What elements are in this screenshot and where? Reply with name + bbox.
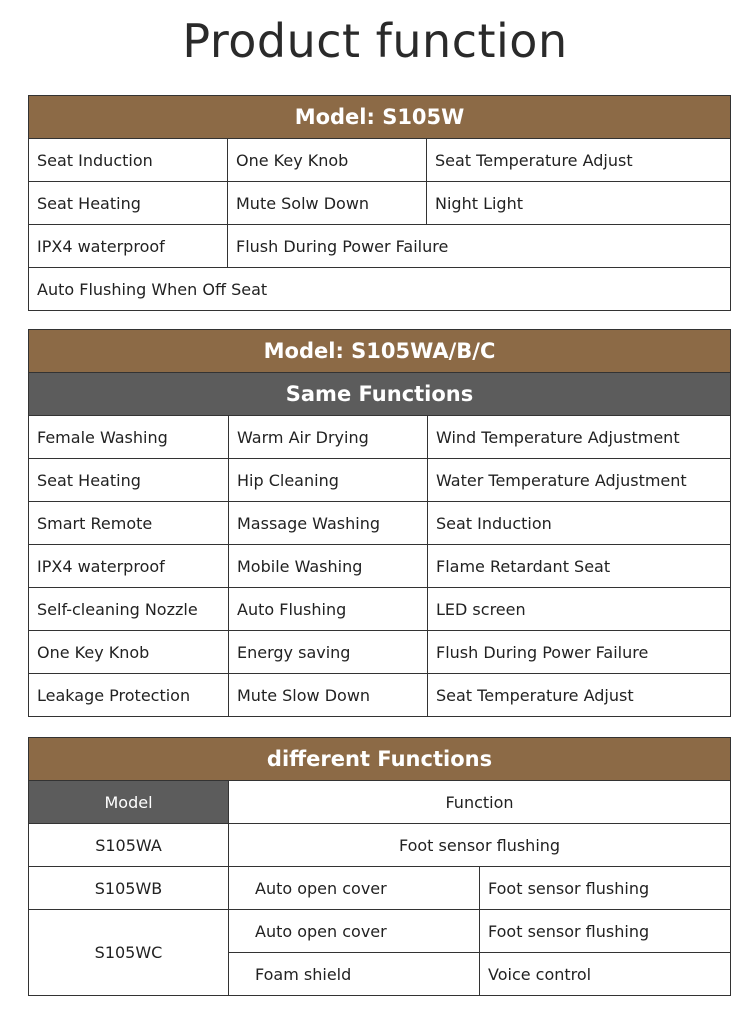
table-row bbox=[29, 459, 731, 502]
s105w-model-header: Model: S105W bbox=[29, 96, 731, 139]
function-cell: Auto open cover bbox=[229, 910, 480, 953]
table-row bbox=[29, 631, 731, 674]
feature-cell: Mobile Washing bbox=[229, 545, 428, 588]
function-cell: Auto open cover bbox=[229, 867, 480, 910]
function-cell: Voice control bbox=[480, 953, 731, 996]
feature-cell: Seat Temperature Adjust bbox=[428, 674, 731, 717]
page-title: Product function bbox=[182, 14, 568, 68]
feature-cell: IPX4 waterproof bbox=[29, 225, 228, 268]
feature-cell: Mute Slow Down bbox=[229, 674, 428, 717]
feature-cell: Smart Remote bbox=[29, 502, 229, 545]
model-cell: S105WA bbox=[29, 824, 229, 867]
feature-cell: One Key Knob bbox=[29, 631, 229, 674]
table-row bbox=[29, 674, 731, 717]
different-functions-table bbox=[28, 737, 731, 996]
feature-cell: Seat Temperature Adjust bbox=[427, 139, 731, 182]
table-row bbox=[29, 416, 731, 459]
feature-cell: Mute Solw Down bbox=[228, 182, 427, 225]
feature-cell: Warm Air Drying bbox=[229, 416, 428, 459]
model-cell: S105WB bbox=[29, 867, 229, 910]
table-row bbox=[29, 268, 731, 311]
s105wabc-model-header: Model: S105WA/B/C bbox=[29, 330, 731, 373]
table-row bbox=[29, 867, 731, 910]
feature-cell: Flush During Power Failure bbox=[428, 631, 731, 674]
table-header-row bbox=[29, 781, 731, 824]
table-row bbox=[29, 588, 731, 631]
model-cell: S105WC bbox=[29, 910, 229, 996]
feature-cell: Water Temperature Adjustment bbox=[428, 459, 731, 502]
function-cell: Foot sensor flushing bbox=[480, 910, 731, 953]
function-cell: Foot sensor flushing bbox=[480, 867, 731, 910]
feature-cell: Seat Induction bbox=[29, 139, 228, 182]
same-functions-header: Same Functions bbox=[29, 373, 731, 416]
table-row bbox=[29, 182, 731, 225]
function-cell: Foot sensor flushing bbox=[229, 824, 731, 867]
feature-cell: Seat Heating bbox=[29, 182, 228, 225]
function-column-header: Function bbox=[229, 781, 731, 824]
feature-cell: Massage Washing bbox=[229, 502, 428, 545]
feature-cell: Night Light bbox=[427, 182, 731, 225]
table-row bbox=[29, 139, 731, 182]
feature-cell: Wind Temperature Adjustment bbox=[428, 416, 731, 459]
feature-cell: Auto Flushing bbox=[229, 588, 428, 631]
feature-cell: IPX4 waterproof bbox=[29, 545, 229, 588]
feature-cell: Flush During Power Failure bbox=[228, 225, 731, 268]
feature-cell: Female Washing bbox=[29, 416, 229, 459]
table-row bbox=[29, 545, 731, 588]
feature-cell: Seat Induction bbox=[428, 502, 731, 545]
different-functions-header: different Functions bbox=[29, 738, 731, 781]
feature-cell: LED screen bbox=[428, 588, 731, 631]
feature-cell: Self-cleaning Nozzle bbox=[29, 588, 229, 631]
s105wabc-feature-table bbox=[28, 329, 731, 717]
table-row bbox=[29, 910, 731, 953]
feature-cell: Energy saving bbox=[229, 631, 428, 674]
table-row bbox=[29, 824, 731, 867]
feature-cell: Hip Cleaning bbox=[229, 459, 428, 502]
table-row bbox=[29, 502, 731, 545]
feature-cell: One Key Knob bbox=[228, 139, 427, 182]
s105w-feature-table bbox=[28, 95, 731, 311]
table-row bbox=[29, 225, 731, 268]
model-column-header: Model bbox=[29, 781, 229, 824]
feature-cell: Leakage Protection bbox=[29, 674, 229, 717]
feature-cell: Flame Retardant Seat bbox=[428, 545, 731, 588]
function-cell: Foam shield bbox=[229, 953, 480, 996]
feature-cell: Seat Heating bbox=[29, 459, 229, 502]
feature-cell: Auto Flushing When Off Seat bbox=[29, 268, 731, 311]
